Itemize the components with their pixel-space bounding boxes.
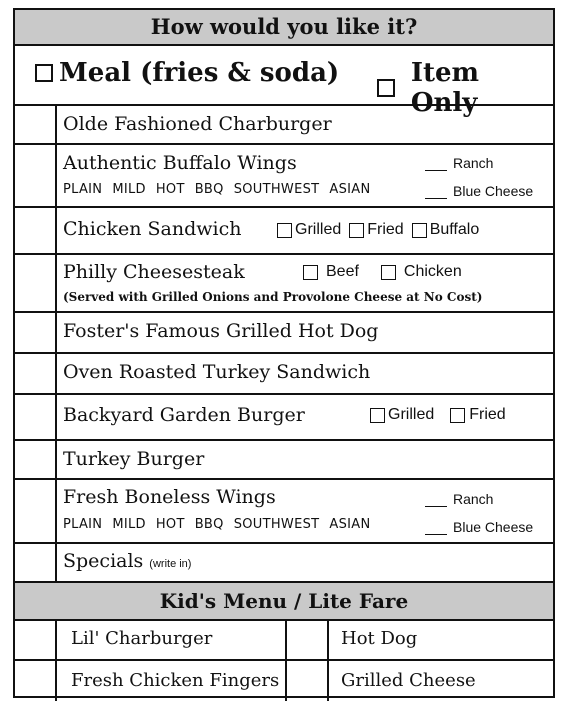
option-buffalo[interactable] bbox=[412, 221, 480, 239]
sauce-hot[interactable]: HOT bbox=[155, 182, 185, 197]
option-grilled[interactable] bbox=[277, 221, 341, 239]
blank-line[interactable] bbox=[425, 170, 447, 171]
item-only-checkbox[interactable] bbox=[377, 79, 395, 97]
item-only-label: Item Only bbox=[410, 58, 480, 118]
garden-burger-options bbox=[370, 406, 514, 424]
option-checkbox[interactable] bbox=[370, 408, 385, 423]
option-label: Grilled bbox=[295, 221, 342, 238]
meal-option[interactable] bbox=[35, 58, 339, 88]
option-label: Chicken bbox=[403, 263, 462, 280]
row-checkbox[interactable] bbox=[15, 354, 57, 393]
row-checkbox[interactable] bbox=[15, 106, 57, 143]
menu-row-chicken-sandwich bbox=[15, 208, 553, 255]
option-checkbox[interactable] bbox=[303, 265, 318, 280]
row-checkbox[interactable] bbox=[15, 441, 57, 478]
kids-menu-title: Kid's Menu / Lite Fare bbox=[15, 581, 553, 621]
option-checkbox[interactable] bbox=[450, 408, 465, 423]
sauce-mild[interactable]: MILD bbox=[112, 182, 146, 197]
sauce-asian[interactable]: ASIAN bbox=[329, 182, 371, 197]
menu-row-turkey-sandwich bbox=[15, 354, 553, 395]
menu-row-hot-dog bbox=[15, 313, 553, 354]
item-name: Fresh Boneless Wings bbox=[63, 486, 276, 508]
dressing-ranch[interactable] bbox=[425, 155, 493, 171]
kids-item-name: Grilled Cheese bbox=[341, 670, 476, 691]
specials-write-in-note: (write in) bbox=[149, 558, 192, 570]
item-name: Philly Cheesesteak bbox=[63, 261, 245, 283]
dressing-blue-cheese[interactable] bbox=[425, 519, 533, 535]
option-checkbox[interactable] bbox=[412, 223, 427, 238]
option-label: Grilled bbox=[388, 406, 435, 423]
option-checkbox[interactable] bbox=[277, 223, 292, 238]
dressing-ranch[interactable] bbox=[425, 491, 493, 507]
meal-choice-row bbox=[15, 44, 553, 118]
sauce-asian[interactable]: ASIAN bbox=[329, 517, 371, 532]
sauce-southwest[interactable]: SOUTHWEST bbox=[233, 182, 320, 197]
kids-item-name: Fresh Chicken Fingers bbox=[71, 670, 280, 691]
row-checkbox[interactable] bbox=[285, 619, 329, 659]
sauce-options bbox=[63, 182, 381, 197]
dressing-blue-cheese[interactable] bbox=[425, 183, 533, 199]
row-checkbox[interactable] bbox=[15, 145, 57, 206]
item-name: Chicken Sandwich bbox=[63, 218, 242, 240]
row-checkbox[interactable] bbox=[15, 313, 57, 352]
menu-row-philly-cheesesteak bbox=[15, 255, 553, 313]
row-checkbox[interactable] bbox=[15, 661, 57, 701]
dressing-label: Blue Cheese bbox=[453, 183, 534, 199]
option-label: Beef bbox=[326, 263, 359, 280]
item-name: Authentic Buffalo Wings bbox=[63, 152, 297, 174]
kids-item-name: Hot Dog bbox=[341, 628, 418, 649]
blank-line[interactable] bbox=[425, 534, 447, 535]
philly-note: (Served with Grilled Onions and Provolone Cheese at No Cost) bbox=[63, 290, 483, 304]
menu-row-charburger bbox=[15, 106, 553, 145]
item-name: Olde Fashioned Charburger bbox=[63, 113, 332, 135]
kids-row-1 bbox=[15, 619, 553, 661]
option-fried[interactable] bbox=[349, 221, 403, 239]
item-name: Backyard Garden Burger bbox=[63, 404, 305, 426]
philly-options bbox=[303, 263, 470, 281]
option-label: Buffalo bbox=[429, 221, 480, 238]
option-grilled[interactable] bbox=[370, 406, 434, 424]
item-name: Foster's Famous Grilled Hot Dog bbox=[63, 320, 379, 342]
option-fried[interactable] bbox=[450, 406, 505, 424]
row-checkbox[interactable] bbox=[15, 395, 57, 439]
order-form bbox=[13, 8, 555, 698]
specials-title: Specials bbox=[63, 550, 144, 572]
blank-line[interactable] bbox=[425, 198, 447, 199]
kids-row-2 bbox=[15, 661, 553, 701]
sauce-mild[interactable]: MILD bbox=[112, 517, 146, 532]
menu-row-turkey-burger bbox=[15, 441, 553, 480]
form-title: How would you like it? bbox=[15, 10, 553, 46]
chicken-sandwich-options bbox=[277, 221, 487, 239]
sauce-options bbox=[63, 517, 381, 532]
option-chicken[interactable] bbox=[381, 263, 462, 281]
menu-row-garden-burger bbox=[15, 395, 553, 441]
menu-row-specials bbox=[15, 544, 553, 581]
item-name: Turkey Burger bbox=[63, 448, 205, 470]
dressing-label: Ranch bbox=[453, 491, 494, 507]
sauce-bbq[interactable]: BBQ bbox=[194, 182, 224, 197]
row-checkbox[interactable] bbox=[15, 208, 57, 253]
meal-checkbox[interactable] bbox=[35, 64, 53, 82]
option-checkbox[interactable] bbox=[381, 265, 396, 280]
sauce-southwest[interactable]: SOUTHWEST bbox=[233, 517, 320, 532]
option-checkbox[interactable] bbox=[349, 223, 364, 238]
kids-item-name: Lil' Charburger bbox=[71, 628, 213, 649]
item-name: Oven Roasted Turkey Sandwich bbox=[63, 361, 371, 383]
specials-label bbox=[63, 550, 191, 572]
row-checkbox[interactable] bbox=[285, 661, 329, 701]
meal-label: Meal (fries & soda) bbox=[59, 58, 340, 88]
dressing-label: Blue Cheese bbox=[453, 519, 534, 535]
sauce-hot[interactable]: HOT bbox=[155, 517, 185, 532]
row-checkbox[interactable] bbox=[15, 255, 57, 311]
blank-line[interactable] bbox=[425, 506, 447, 507]
menu-row-buffalo-wings bbox=[15, 145, 553, 208]
sauce-bbq[interactable]: BBQ bbox=[194, 517, 224, 532]
option-beef[interactable] bbox=[303, 263, 359, 281]
menu-row-boneless-wings bbox=[15, 480, 553, 544]
row-checkbox[interactable] bbox=[15, 544, 57, 581]
option-label: Fried bbox=[367, 221, 404, 238]
sauce-plain[interactable]: PLAIN bbox=[63, 517, 103, 532]
option-label: Fried bbox=[469, 406, 506, 423]
dressing-label: Ranch bbox=[453, 155, 494, 171]
sauce-plain[interactable]: PLAIN bbox=[63, 182, 103, 197]
row-checkbox[interactable] bbox=[15, 619, 57, 659]
row-checkbox[interactable] bbox=[15, 480, 57, 542]
